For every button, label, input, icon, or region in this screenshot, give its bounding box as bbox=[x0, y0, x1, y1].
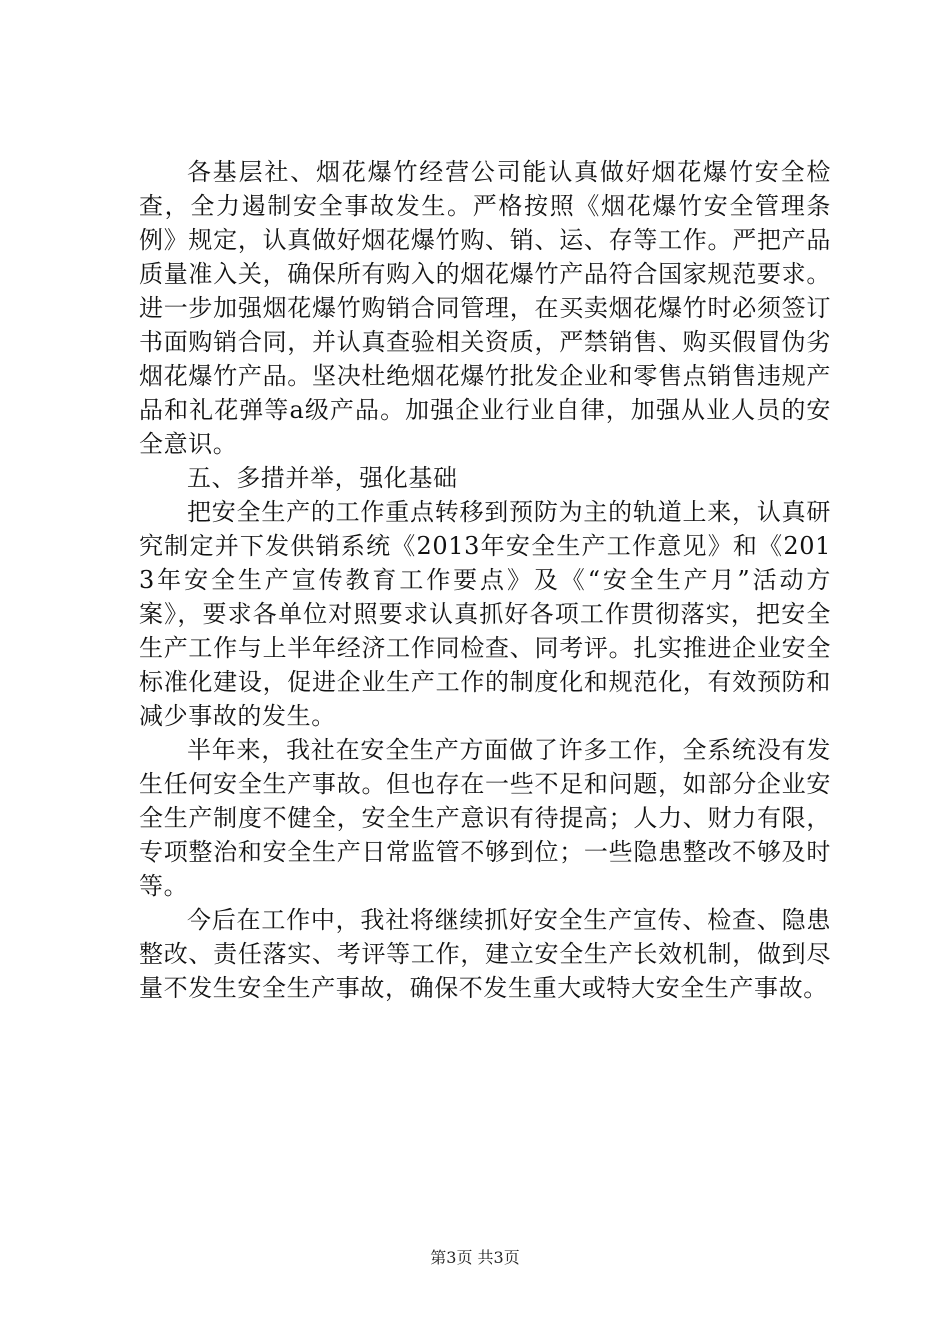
paragraph-fireworks-safety: 各基层社、烟花爆竹经营公司能认真做好烟花爆竹安全检查，全力遏制安全事故发生。严格按照《烟花爆竹安全管理条例》规定，认真做好烟花爆竹购、销、运、存等工作。严把产品质量准入关，确保所有购入的烟花爆竹产品符合国家规范要求。进一步加强烟花爆竹购销合同管理，在买卖烟花爆竹时必须签订书面购销合同，并认真查验相关资质，严禁销售、购买假冒伪劣烟花爆竹产品。坚决杜绝烟花爆竹批发企业和零售点销售违规产品和礼花弹等a级产品。加强企业行业自律，加强从业人员的安全意识。 bbox=[139, 158, 831, 458]
section-heading-five: 五、多措并举，强化基础 bbox=[187, 464, 458, 492]
document-body bbox=[139, 155, 831, 1005]
paragraph-future-work: 今后在工作中，我社将继续抓好安全生产宣传、检查、隐患整改、责任落实、考评等工作，建立安全生产长效机制，做到尽量不发生安全生产事故，确保不发生重大或特大安全生产事故。 bbox=[139, 906, 831, 1002]
page-footer: 第3页 共3页 bbox=[430, 1248, 520, 1267]
paragraph-half-year-summary: 半年来，我社在安全生产方面做了许多工作，全系统没有发生任何安全生产事故。但也存在一些不足和问题，如部分企业安全生产制度不健全，安全生产意识有待提高；人力、财力有限，专项整治和安全生产日常监管不够到位；一些隐患整改不够及时等。 bbox=[139, 736, 831, 900]
paragraph-prevention: 把安全生产的工作重点转移到预防为主的轨道上来，认真研究制定并下发供销系统《2013年安全生产工作意见》和《2013年安全生产宣传教育工作要点》及《“安全生产月”活动方案》，要求各单位对照要求认真抓好各项工作贯彻落实，把安全生产工作与上半年经济工作同检查、同考评。扎实推进企业安全标准化建设，促进企业生产工作的制度化和规范化，有效预防和减少事故的发生。 bbox=[139, 498, 831, 730]
